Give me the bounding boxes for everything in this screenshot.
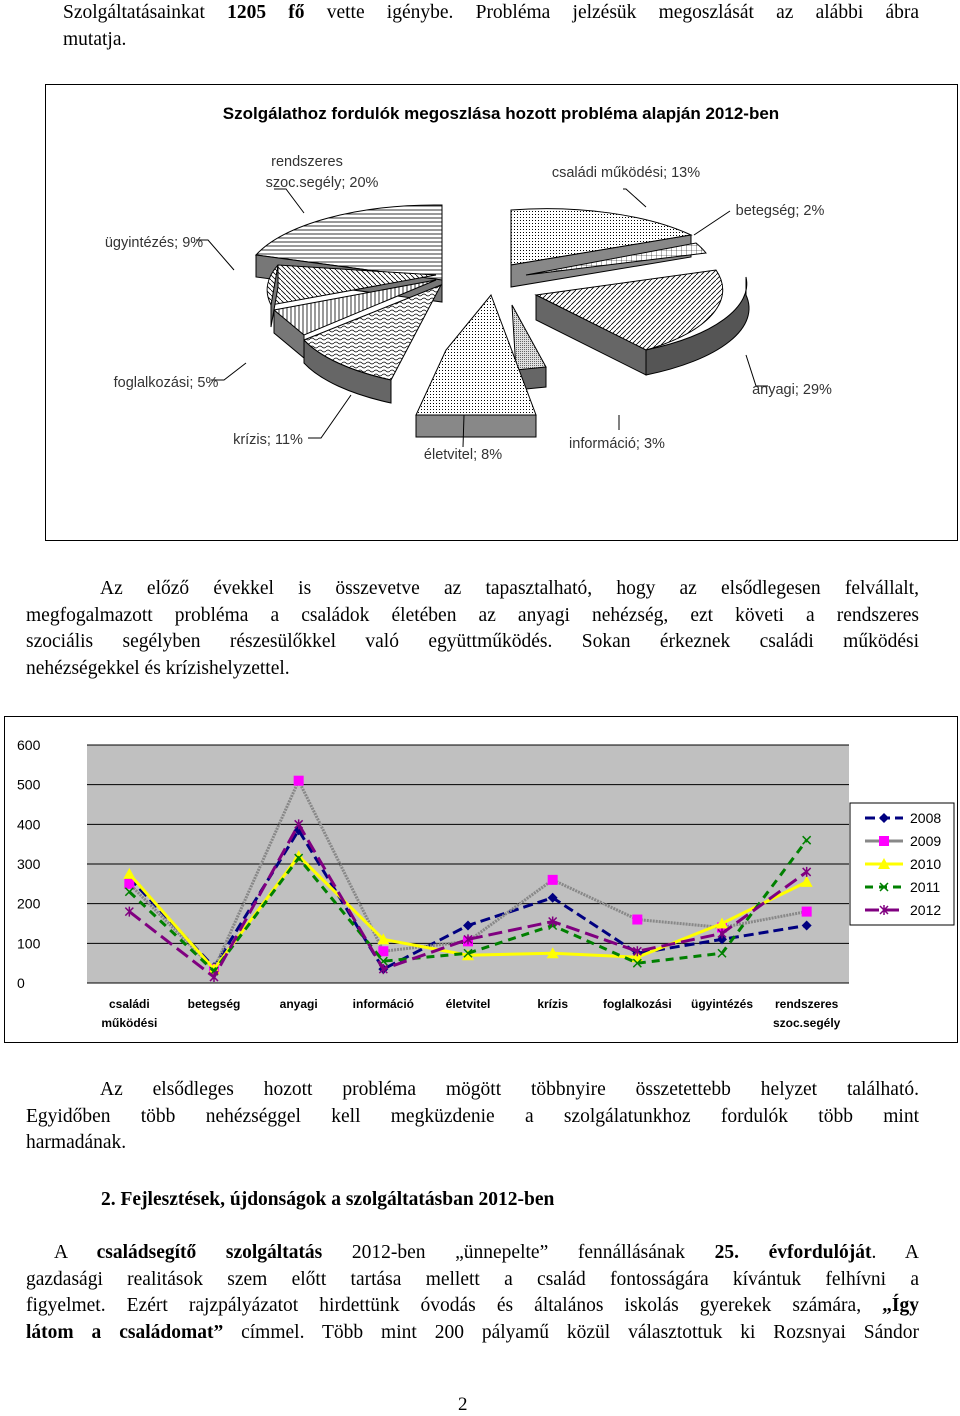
label-informacio: információ; 3% [569, 436, 665, 452]
paragraph-2 [26, 576, 919, 682]
label-rendszeres-1: rendszeres [271, 154, 343, 170]
intro-paragraph [63, 0, 919, 53]
y-tick-label: 100 [17, 935, 41, 952]
p2-line-1: Az előző évekkel is összevetve az tapasztalható, hogy az elsődlegesen felvállalt, [100, 578, 919, 599]
y-tick-label: 500 [17, 776, 41, 793]
label-krizis: krízis; 11% [233, 432, 303, 448]
line-chart [5, 717, 956, 1041]
x-tick-label: rendszeres [774, 997, 839, 1011]
legend-label: 2010 [910, 856, 942, 872]
x-tick-label: betegség [187, 997, 241, 1011]
section-heading: 2. Fejlesztések, újdonságok a szolgáltatásban 2012-ben [101, 1189, 555, 1210]
label-csaladi: családi működési; 13% [551, 165, 701, 181]
line-chart-frame [4, 716, 958, 1043]
y-tick-labels [17, 737, 41, 991]
marker-square [802, 907, 812, 917]
intro-line-1: Szolgáltatásainkat 1205 fő vette igénybe. Probléma jelzésük megoszlását az alábbi ábra [63, 2, 919, 23]
marker-square [879, 836, 889, 846]
label-betegseg: betegség; 2% [735, 203, 825, 219]
legend-label: 2011 [910, 879, 941, 895]
label-foglalkozasi: foglalkozási; 5% [113, 375, 219, 391]
legend-label: 2012 [910, 902, 942, 918]
x-tick-label: családi [108, 997, 150, 1011]
pie-slices [256, 205, 749, 437]
x-tick-label: működési [101, 1016, 158, 1030]
y-tick-label: 0 [17, 975, 25, 991]
pie-chart-frame [45, 84, 958, 541]
p3-line-1: Az elsődleges hozott probléma mögött többnyire összetettebb helyzet található. [100, 1079, 919, 1100]
x-tick-label: anyagi [279, 997, 318, 1011]
legend-label: 2008 [910, 810, 942, 826]
x-tick-labels [101, 997, 840, 1030]
paragraph-4 [26, 1240, 919, 1346]
y-tick-label: 200 [17, 895, 41, 912]
label-ugyintezes: ügyintézés; 9% [104, 235, 204, 251]
marker-square [548, 875, 558, 885]
p4-line-3: figyelmet. Ezért rajzpályázatot hirdettünk óvodás és általános iskolás gyerekek számára, „Így [26, 1295, 919, 1316]
x-tick-label: szoc.segély [772, 1016, 841, 1030]
p4-line-2: gazdasági realitások szem előtt tartása mellett a család fontosságára kívántuk felhívni a [26, 1268, 919, 1290]
p2-line-3: szociális segélyben részesülőkkel való együttműködés. Sokan érkeznek családi működési [26, 631, 919, 652]
p3-line-3: harmadának. [26, 1132, 127, 1153]
y-tick-label: 300 [17, 856, 41, 872]
p4-line-1: A családsegítő szolgáltatás 2012-ben „ünnepelte” fennállásának 25. évfordulóját. A [54, 1242, 919, 1263]
x-tick-label: krízis [537, 997, 569, 1011]
intro-line-2: mutatja. [63, 28, 127, 50]
slice-eletvitel-side [416, 415, 536, 437]
x-tick-label: életvitel [445, 997, 491, 1011]
p2-line-2: megfogalmazott probléma a családok életében az anyagi nehézség, ezt követi a rendszeres [26, 604, 919, 626]
paragraph-3 [26, 1077, 919, 1157]
legend [850, 803, 954, 925]
p4-line-4: látom a családomat” címmel. Több mint 200 pályamű közül választottuk ki Rozsnyai Sándor [26, 1321, 919, 1343]
label-eletvitel: életvitel; 8% [423, 447, 503, 463]
p2-line-4: nehézségekkel és krízishelyzettel. [26, 657, 290, 679]
pie-chart-title: Szolgálathoz fordulók megoszlása hozott probléma alapján 2012-ben [222, 104, 780, 123]
x-tick-label: foglalkozási [602, 997, 672, 1011]
label-anyagi: anyagi; 29% [752, 382, 832, 398]
pie-chart [46, 85, 956, 539]
marker-square [632, 915, 642, 925]
x-tick-label: ügyintézés [690, 997, 754, 1011]
x-tick-label: információ [352, 997, 415, 1011]
y-tick-label: 400 [17, 816, 41, 833]
y-tick-label: 600 [17, 737, 41, 753]
marker-square [294, 776, 304, 786]
label-rendszeres-2: szoc.segély; 20% [265, 175, 379, 191]
p3-line-2: Egyidőben több nehézséggel kell megküzdenie a szolgálatunkhoz fordulók több mint [26, 1105, 919, 1127]
page-number: 2 [458, 1394, 468, 1415]
legend-label: 2009 [910, 833, 942, 849]
